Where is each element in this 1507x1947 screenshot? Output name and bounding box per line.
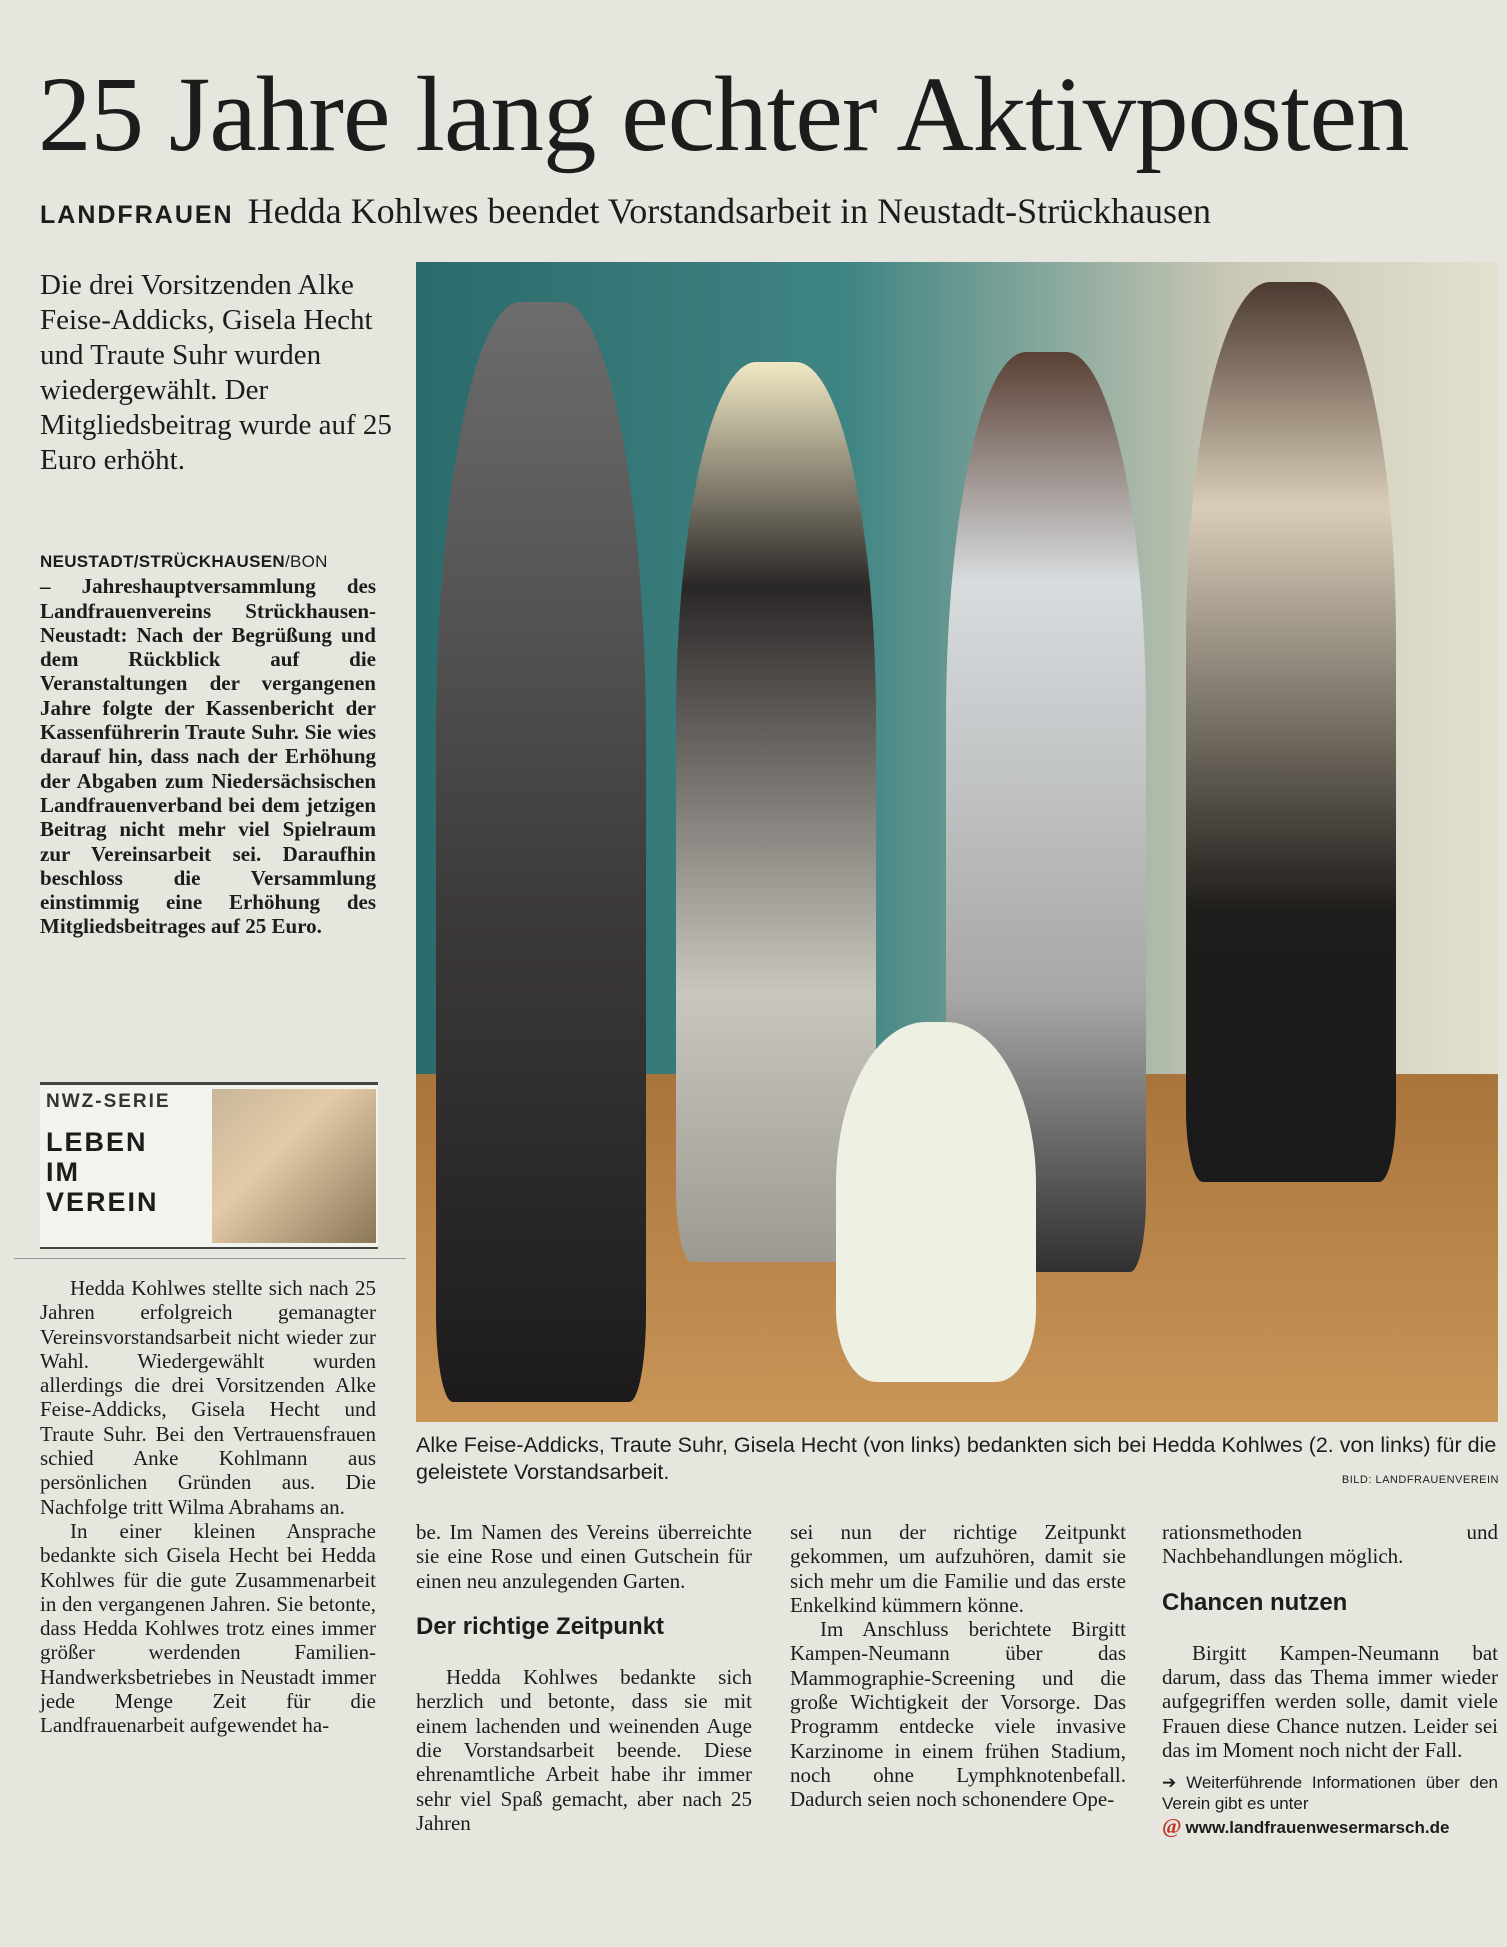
series-tag: NWZ-SERIE: [46, 1091, 171, 1112]
paragraph: Birgitt Kampen-Neumann bat darum, dass das Thema immer wieder aufgegriffen werden solle, damit viele Frauen diese Chance nutzen. Leider sei das im Moment noch nicht der Fall.: [1162, 1640, 1498, 1763]
divider: [14, 1258, 406, 1259]
kicker: LANDFRAUEN: [40, 201, 234, 229]
intro-column: [40, 548, 376, 939]
subtitle: Hedda Kohlwes beendet Vorstandsarbeit in Neustadt-Strückhausen: [247, 191, 1212, 231]
website-link[interactable]: www.landfrauenwesermarsch.de: [1185, 1818, 1450, 1838]
paragraph: Hedda Kohlwes stellte sich nach 25 Jahren erfolgreich gemanagter Vereinsvorstandsarbeit nicht wieder zur Wahl. Wiedergewählt wurden allerdings die drei Vorsitzenden Alke Feise-Addicks, Gisela Hecht und Traute Suhr. Bei den Vertrauensfrauen schied Anke Kohlmann aus persönlichen Gründen aus. Die Nachfolge tritt Wilma Abrahams an.: [40, 1276, 376, 1519]
paragraph: sei nun der richtige Zeitpunkt gekommen, um aufzuhören, damit sie sich mehr um die Familie und das erste Enkelkind kümmern könne.: [790, 1520, 1126, 1617]
paragraph: Hedda Kohlwes bedankte sich herzlich und betonte, dass sie mit einem lachenden und weinenden Auge die Vorstandsarbeit beende. Diese ehrenamtliche Arbeit habe ihr immer sehr viel Spaß gemacht, aber nach 25 Jahren: [416, 1665, 752, 1835]
info-note: ➔ Weiterführende Informationen über den Verein gibt es unter: [1162, 1773, 1498, 1814]
series-title: LEBEN IM VEREIN: [46, 1127, 159, 1217]
group-photo: [416, 262, 1498, 1422]
column-3: [790, 1520, 1126, 1812]
paragraph: be. Im Namen des Vereins überreichte sie eine Rose und einen Gutschein für einen neu anzulegenden Garten.: [416, 1520, 752, 1593]
subline: [40, 190, 1490, 232]
column-2: [416, 1520, 752, 1835]
author-code: /BON: [284, 552, 328, 571]
paragraph: rationsmethoden und Nachbehandlungen möglich.: [1162, 1520, 1498, 1569]
series-photo: [212, 1089, 376, 1243]
at-icon: @: [1162, 1814, 1182, 1839]
lead-paragraph: Die drei Vorsitzenden Alke Feise-Addicks, Gisela Hecht und Traute Suhr wurden wiedergewählt. Der Mitgliedsbeitrag wurde auf 25 Euro erhöht.: [40, 269, 392, 476]
person-1: [436, 302, 646, 1402]
column-4: [1162, 1520, 1498, 1841]
headline: 25 Jahre lang echter Aktivposten: [38, 56, 1409, 174]
series-box: [40, 1082, 378, 1249]
subhead: Chancen nutzen: [1162, 1588, 1348, 1616]
paragraph: Im Anschluss berichtete Birgitt Kampen-Neumann über das Mammographie-Screening und die große Wichtigkeit der Vorsorge. Das Programm entdecke viele invasive Karzinome in einem frühen Stadium, noch ohne Lymphknotenbefall. Dadurch seien noch schonendere Ope-: [790, 1617, 1126, 1812]
person-4: [1186, 282, 1396, 1182]
intro-text: – Jahreshauptversammlung des Landfrauenvereins Strückhausen-Neustadt: Nach der Begrüßung und dem Rückblick auf die Veranstaltungen der vergangenen Jahre folgte der Kassenbericht der Kassenführerin Traute Suhr. Sie wies darauf hin, dass nach der Erhöhung der Abgaben zum Niedersächsischen Landfrauenverband bei dem jetzigen Beitrag nicht mehr viel Spielraum zur Vereinsarbeit sei. Daraufhin beschloss die Versammlung einstimmig eine Erhöhung des Mitgliedsbeitrages auf 25 Euro.: [40, 574, 376, 939]
link-line: [1162, 1814, 1498, 1840]
paragraph: In einer kleinen Ansprache bedankte sich Gisela Hecht bei Hedda Kohlwes für die gute Zusammenarbeit in den vergangenen Jahren. Sie betonte, dass Hedda Kohlwes trotz eines immer größer werdenden Familien-Handwerksbetriebes in Neustadt immer jede Menge Zeit für die Landfrauenarbeit aufgewendet ha-: [40, 1518, 376, 1738]
photo-credit: BILD: LANDFRAUENVEREIN: [1341, 1474, 1499, 1486]
subhead: Der richtige Zeitpunkt: [416, 1612, 665, 1640]
photo-caption: Alke Feise-Addicks, Traute Suhr, Gisela Hecht (von links) bedankten sich bei Hedda Kohlwes (2. von links) für die geleistete Vorstandsarbeit.: [416, 1433, 1497, 1484]
dateline: NEUSTADT/STRÜCKHAUSEN: [40, 552, 285, 571]
column-1: [40, 1276, 376, 1738]
bouquet: [836, 1022, 1036, 1382]
